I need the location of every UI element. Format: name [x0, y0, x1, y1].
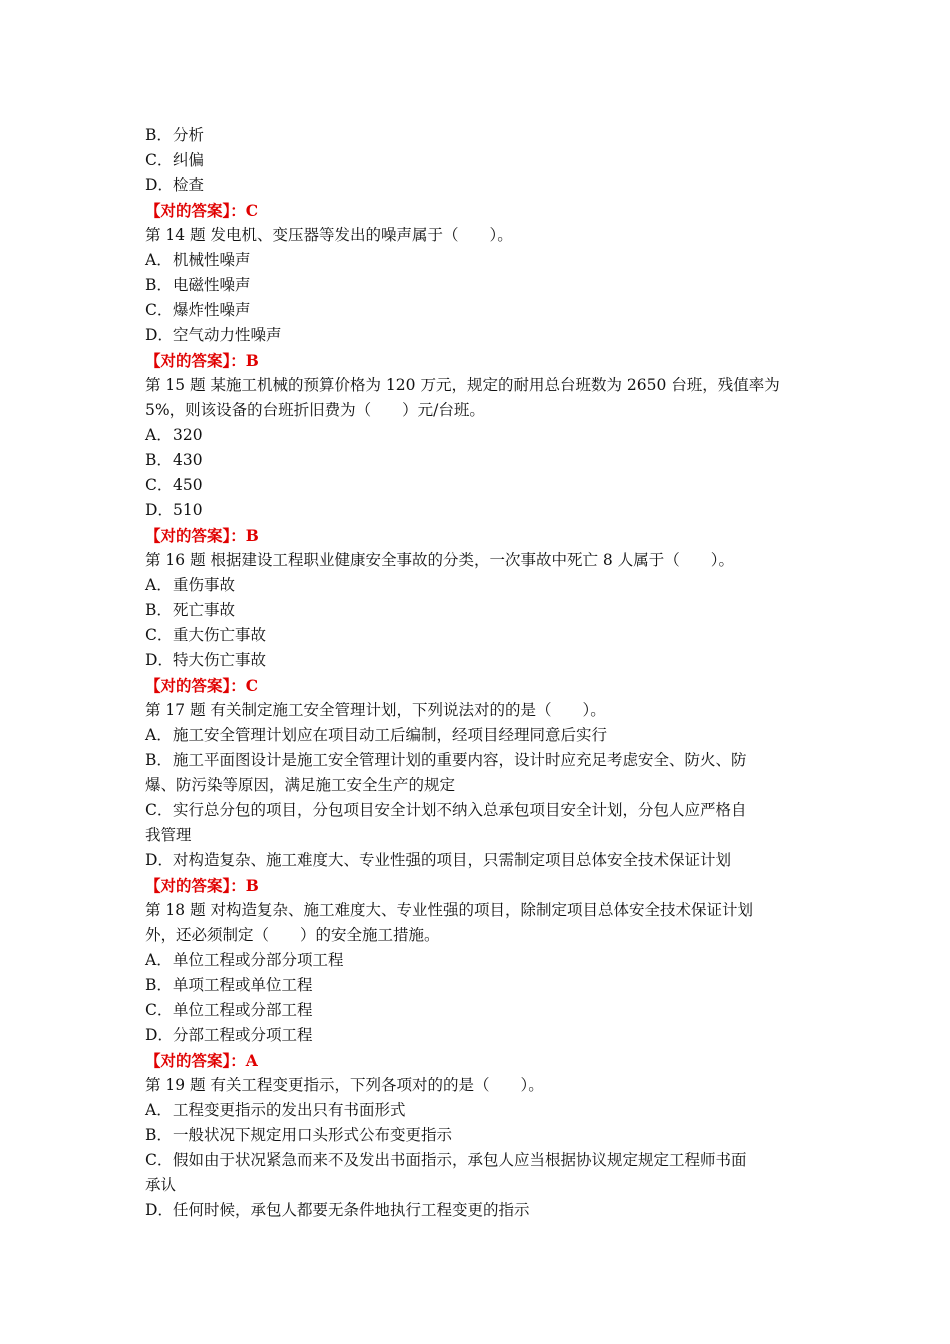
option-letter: B． [145, 601, 172, 619]
option-text: 机械性噪声 [173, 251, 251, 269]
option-text: 检查 [173, 176, 205, 194]
question-line: 我管理 [145, 826, 192, 844]
question-line: 第 18 题 对构造复杂、施工难度大、专业性强的项目，除制定项目总体安全技术保证计划 [145, 901, 754, 919]
question-line: 5%，则该设备的台班折旧费为（ ）元/台班。 [145, 401, 485, 419]
option-letter: D． [145, 501, 173, 519]
option-line [145, 298, 810, 323]
option-line [145, 998, 810, 1023]
option-text: 施工平面图设计是施工安全管理计划的重要内容，设计时应充足考虑安全、防火、防 [173, 751, 747, 769]
option-letter: D． [145, 651, 173, 669]
question-line: 爆、防污染等原因，满足施工安全生产的规定 [145, 776, 456, 794]
answer-line: 【对的答案】：B [145, 526, 259, 545]
question-line: 第 16 题 根据建设工程职业健康安全事故的分类，一次事故中死亡 8 人属于（ ）。 [145, 551, 734, 569]
option-text: 实行总分包的项目，分包项目安全计划不纳入总承包项目安全计划，分包人应严格自 [173, 801, 747, 819]
option-line [145, 473, 810, 498]
option-text: 假如由于状况紧急而来不及发出书面指示，承包人应当根据协议规定规定工程师书面 [173, 1151, 747, 1169]
option-text: 分析 [173, 126, 205, 144]
option-text: 爆炸性噪声 [173, 301, 251, 319]
option-letter: B． [145, 126, 172, 144]
option-text: 分部工程或分项工程 [173, 1026, 313, 1044]
answer-line: 【对的答案】：B [145, 876, 259, 895]
option-letter: B． [145, 751, 172, 769]
option-letter: B． [145, 451, 172, 469]
option-letter: B． [145, 976, 172, 994]
option-text: 对构造复杂、施工难度大、专业性强的项目，只需制定项目总体安全技术保证计划 [173, 851, 732, 869]
option-letter: D． [145, 326, 173, 344]
option-letter: C． [145, 801, 173, 819]
option-line [145, 248, 810, 273]
option-letter: B． [145, 1126, 172, 1144]
option-letter: C． [145, 626, 173, 644]
option-text: 510 [173, 501, 203, 519]
option-line [145, 648, 810, 673]
answer-line: 【对的答案】：C [145, 676, 259, 695]
answer-line: 【对的答案】：C [145, 201, 259, 220]
option-text: 重伤事故 [173, 576, 236, 594]
option-text: 一般状况下规定用口头形式公布变更指示 [173, 1126, 453, 1144]
question-line: 第 15 题 某施工机械的预算价格为 120 万元，规定的耐用总台班数为 2650 台班，残值率为 [145, 376, 780, 394]
option-line [145, 1198, 810, 1223]
answer-line: 【对的答案】：B [145, 351, 259, 370]
option-line [145, 623, 810, 648]
option-letter: C． [145, 1001, 173, 1019]
option-text: 工程变更指示的发出只有书面形式 [173, 1101, 406, 1119]
option-text: 电磁性噪声 [173, 276, 251, 294]
option-letter: A． [145, 426, 172, 444]
option-letter: B． [145, 276, 172, 294]
option-letter: C． [145, 1151, 173, 1169]
option-letter: D． [145, 1026, 173, 1044]
option-text: 任何时候，承包人都要无条件地执行工程变更的指示 [173, 1201, 530, 1219]
option-text: 单位工程或分部分项工程 [173, 951, 344, 969]
option-text: 单项工程或单位工程 [173, 976, 313, 994]
option-letter: D． [145, 176, 173, 194]
option-letter: A． [145, 251, 172, 269]
option-text: 空气动力性噪声 [173, 326, 282, 344]
option-line [145, 573, 810, 598]
option-line [145, 598, 810, 623]
option-letter: A． [145, 951, 172, 969]
option-line [145, 173, 810, 198]
question-line: 第 19 题 有关工程变更指示，下列各项对的的是（ ）。 [145, 1076, 544, 1094]
option-text: 死亡事故 [173, 601, 236, 619]
question-line: 第 17 题 有关制定施工安全管理计划，下列说法对的的是（ ）。 [145, 701, 606, 719]
option-line [145, 123, 810, 148]
option-text: 320 [173, 426, 203, 444]
option-text: 施工安全管理计划应在项目动工后编制，经项目经理同意后实行 [173, 726, 608, 744]
option-letter: A． [145, 726, 172, 744]
option-text: 单位工程或分部工程 [173, 1001, 313, 1019]
option-text: 纠偏 [173, 151, 205, 169]
option-line [145, 423, 810, 448]
option-text: 450 [173, 476, 203, 494]
question-line: 承认 [145, 1176, 177, 1194]
option-line [145, 1098, 810, 1123]
option-line [145, 798, 810, 823]
option-line [145, 498, 810, 523]
answer-line: 【对的答案】：A [145, 1051, 258, 1070]
option-letter: C． [145, 151, 173, 169]
option-letter: C． [145, 476, 173, 494]
option-line [145, 973, 810, 998]
option-line [145, 273, 810, 298]
option-line [145, 1023, 810, 1048]
option-text: 430 [173, 451, 203, 469]
option-line [145, 723, 810, 748]
option-line [145, 1123, 810, 1148]
option-letter: A． [145, 576, 172, 594]
option-letter: D． [145, 851, 173, 869]
option-line [145, 748, 810, 773]
option-letter: A． [145, 1101, 172, 1119]
option-text: 重大伤亡事故 [173, 626, 267, 644]
option-line [145, 323, 810, 348]
option-letter: C． [145, 301, 173, 319]
option-line [145, 948, 810, 973]
document-page [145, 123, 810, 1223]
option-line [145, 148, 810, 173]
option-letter: D． [145, 1201, 173, 1219]
question-line: 外，还必须制定（ ）的安全施工措施。 [145, 926, 440, 944]
option-line [145, 448, 810, 473]
option-line [145, 848, 810, 873]
option-line [145, 1148, 810, 1173]
question-line: 第 14 题 发电机、变压器等发出的噪声属于（ ）。 [145, 226, 513, 244]
option-text: 特大伤亡事故 [173, 651, 267, 669]
